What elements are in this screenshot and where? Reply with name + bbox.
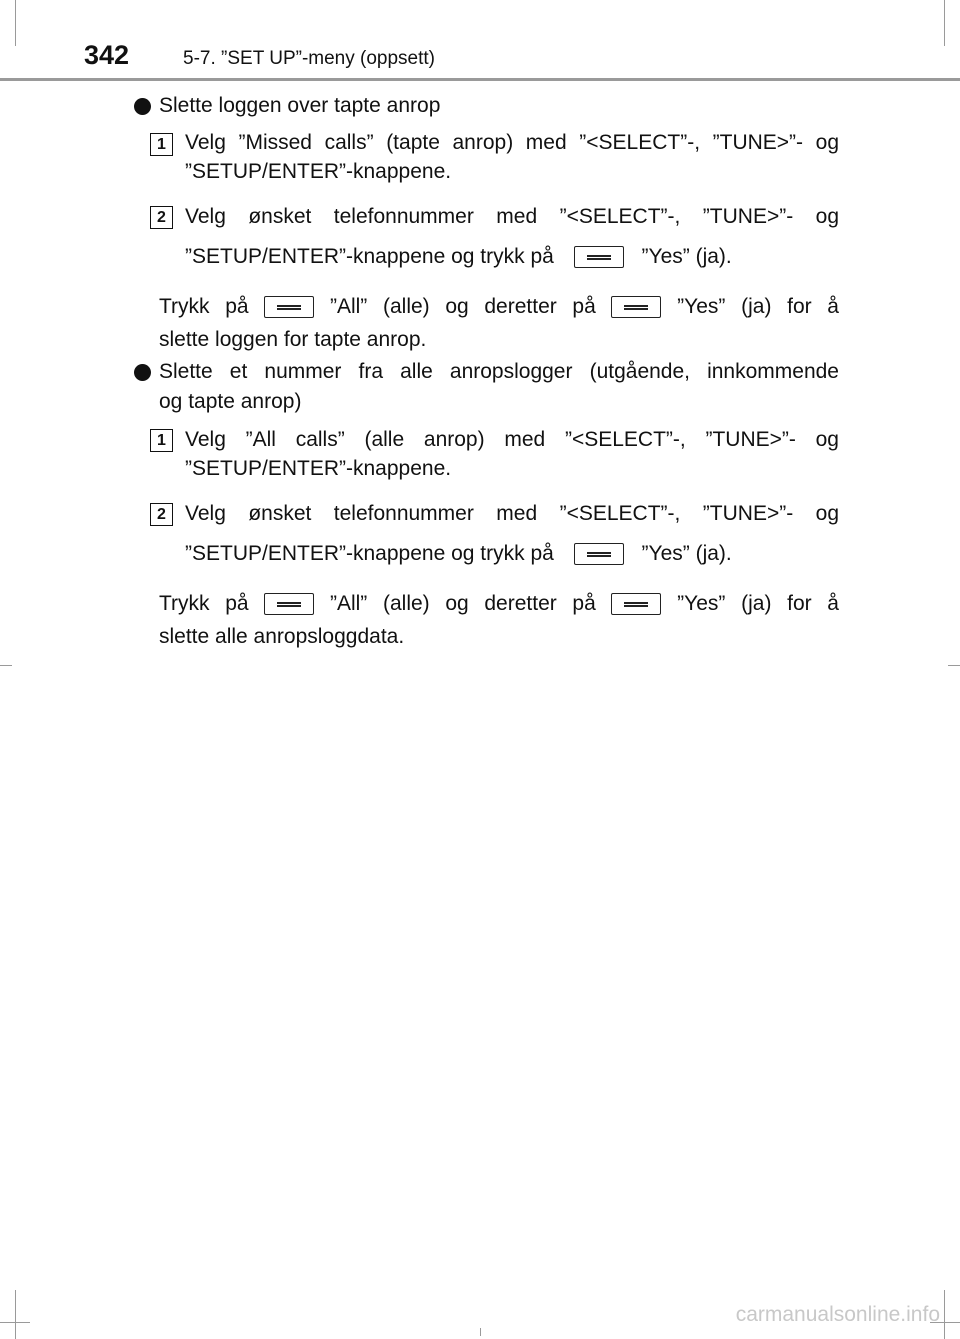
step-text-with-icon <box>185 541 732 567</box>
step-text: Velg ”Missed calls” (tapte anrop) med ”<SELECT”-, ”TUNE>”- og <box>185 131 839 154</box>
bullet-icon <box>134 98 151 115</box>
steering-switch-button-icon <box>611 593 661 615</box>
step-number-badge: 2 <box>150 503 173 526</box>
crop-mark <box>480 1328 481 1336</box>
step-text-with-icon <box>185 244 732 270</box>
crop-mark <box>944 1290 945 1339</box>
site-watermark: carmanualsonline.info <box>735 1303 940 1326</box>
bullet-heading: Slette et nummer fra alle anropslogger (utgående, innkommende <box>159 360 839 383</box>
crop-mark <box>0 665 12 666</box>
crop-mark <box>948 665 960 666</box>
note-text: Trykk på <box>159 592 249 615</box>
steering-switch-button-icon <box>574 246 624 268</box>
steering-switch-button-icon <box>574 543 624 565</box>
step-text: ”Yes” (ja). <box>641 245 732 268</box>
crop-mark <box>944 0 945 46</box>
step-text: Velg ”All calls” (alle anrop) med ”<SELECT”-, ”TUNE>”- og <box>185 428 839 451</box>
note-text-with-icons <box>159 591 839 617</box>
note-text: slette alle anropsloggdata. <box>159 625 405 648</box>
steering-switch-button-icon <box>264 593 314 615</box>
note-text: ”Yes” (ja) for å <box>677 295 839 318</box>
crop-mark <box>0 1322 30 1323</box>
bullet-icon <box>134 364 151 381</box>
step-number-badge: 1 <box>150 429 173 452</box>
note-text-with-icons <box>159 294 839 320</box>
header-divider <box>0 78 960 81</box>
bullet-heading: og tapte anrop) <box>159 390 302 413</box>
step-text: ”SETUP/ENTER”-knappene. <box>185 160 452 183</box>
step-text: ”SETUP/ENTER”-knappene og trykk på <box>185 245 554 268</box>
note-text: slette loggen for tapte anrop. <box>159 328 427 351</box>
step-text: ”SETUP/ENTER”-knappene og trykk på <box>185 542 554 565</box>
steering-switch-button-icon <box>264 296 314 318</box>
note-text: Trykk på <box>159 295 249 318</box>
step-text: ”SETUP/ENTER”-knappene. <box>185 457 452 480</box>
step-text: Velg ønsket telefonnummer med ”<SELECT”-, ”TUNE>”- og <box>185 502 839 525</box>
section-title: 5-7. ”SET UP”-meny (oppsett) <box>183 48 436 69</box>
steering-switch-button-icon <box>611 296 661 318</box>
crop-mark <box>15 0 16 46</box>
note-text: ”Yes” (ja) for å <box>677 592 839 615</box>
crop-mark <box>15 1290 16 1339</box>
step-text: ”Yes” (ja). <box>641 542 732 565</box>
step-text: Velg ønsket telefonnummer med ”<SELECT”-, ”TUNE>”- og <box>185 205 839 228</box>
note-text: ”All” (alle) og deretter på <box>329 295 596 318</box>
step-number-badge: 2 <box>150 206 173 229</box>
page-number: 342 <box>84 40 130 70</box>
step-number-badge: 1 <box>150 133 173 156</box>
note-text: ”All” (alle) og deretter på <box>329 592 596 615</box>
bullet-heading: Slette loggen over tapte anrop <box>159 94 441 117</box>
